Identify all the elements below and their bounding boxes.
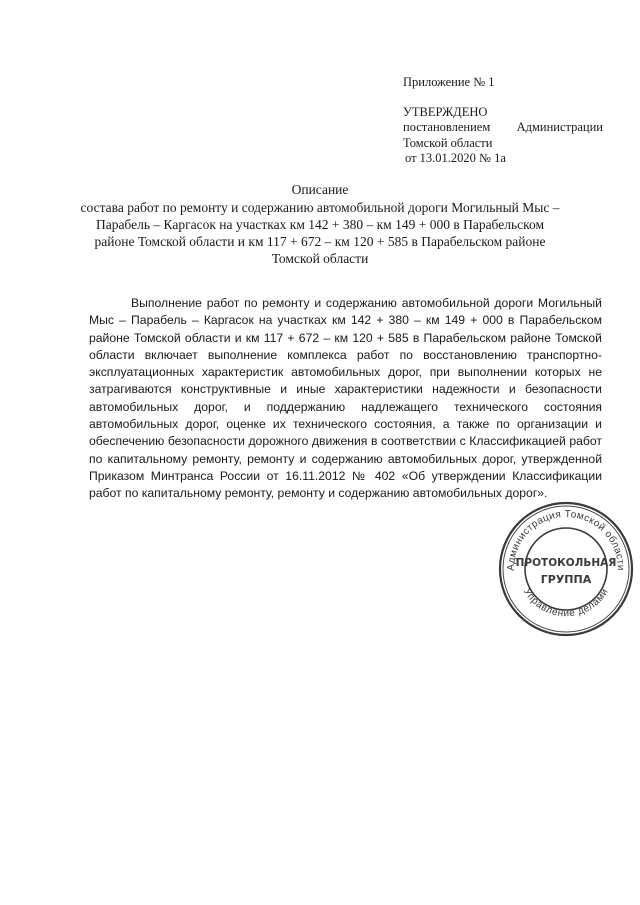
stamp-ink bbox=[500, 503, 632, 635]
title-line-1: состава работ по ремонту и содержанию автомобильной дороги Могильный Мыс – bbox=[80, 200, 560, 215]
approval-block bbox=[403, 75, 603, 167]
stamp-outer-bottom-text: Управление делами bbox=[521, 586, 611, 620]
resolution-word: постановлением bbox=[403, 120, 491, 134]
title-line-4: Томской области bbox=[271, 251, 369, 266]
title-line-2: Парабель – Каргасок на участках км 142 + 380 – км 149 + 000 в Парабельском bbox=[95, 217, 545, 232]
title-heading: Описание bbox=[291, 182, 349, 197]
region-name: Томской области bbox=[403, 135, 493, 150]
resolution-date: от 13.01.2020 № 1а bbox=[405, 151, 506, 165]
stamp-inner-line-1: ПРОТОКОЛЬНАЯ bbox=[515, 557, 617, 569]
title-line-3: районе Томской области и км 117 + 672 – км 120 + 585 в Парабельском районе bbox=[94, 234, 546, 249]
stamp-outer-top-text: Администрация Томской области bbox=[505, 508, 627, 571]
official-stamp bbox=[497, 500, 635, 638]
administration-word: Администрации bbox=[516, 120, 603, 134]
document-title bbox=[80, 181, 560, 267]
stamp-seal-icon bbox=[497, 500, 635, 638]
approved-label: УТВЕРЖДЕНО bbox=[403, 104, 488, 119]
annex-number: Приложение № 1 bbox=[403, 75, 495, 89]
resolution-line bbox=[403, 120, 603, 136]
stamp-inner-line-2: ГРУППА bbox=[540, 573, 592, 586]
body-paragraph: Выполнение работ по ремонту и содержанию автомобильной дороги Могильный Мыс – Парабель – Каргасок на участках км 142 + 380 – км 149 + 000 в Парабельском районе Томской области и км 117 + 672 – км 120 + 585 в Парабельском районе Томской области включает выполнение комплекса работ по восстановлению транспортно-эксплуатационных характеристик автомобильных дорог, при выполнении которых не затрагиваются конструктивные и иные характеристики надежности и безопасности автомобильных дорог, и поддержанию надлежащего технического состояния автомобильных дорог, оценке их технического состояния, а также по организации и обеспечению безопасности дорожного движения в соответствии с Классификацией работ по капитальному ремонту, ремонту и содержанию автомобильных дорог, утвержденной Приказом Минтранса России от 16.11.2012 № 402 «Об утверждении Классификации работ по капитальному ремонту, ремонту и содержанию автомобильных дорог». bbox=[89, 296, 602, 501]
